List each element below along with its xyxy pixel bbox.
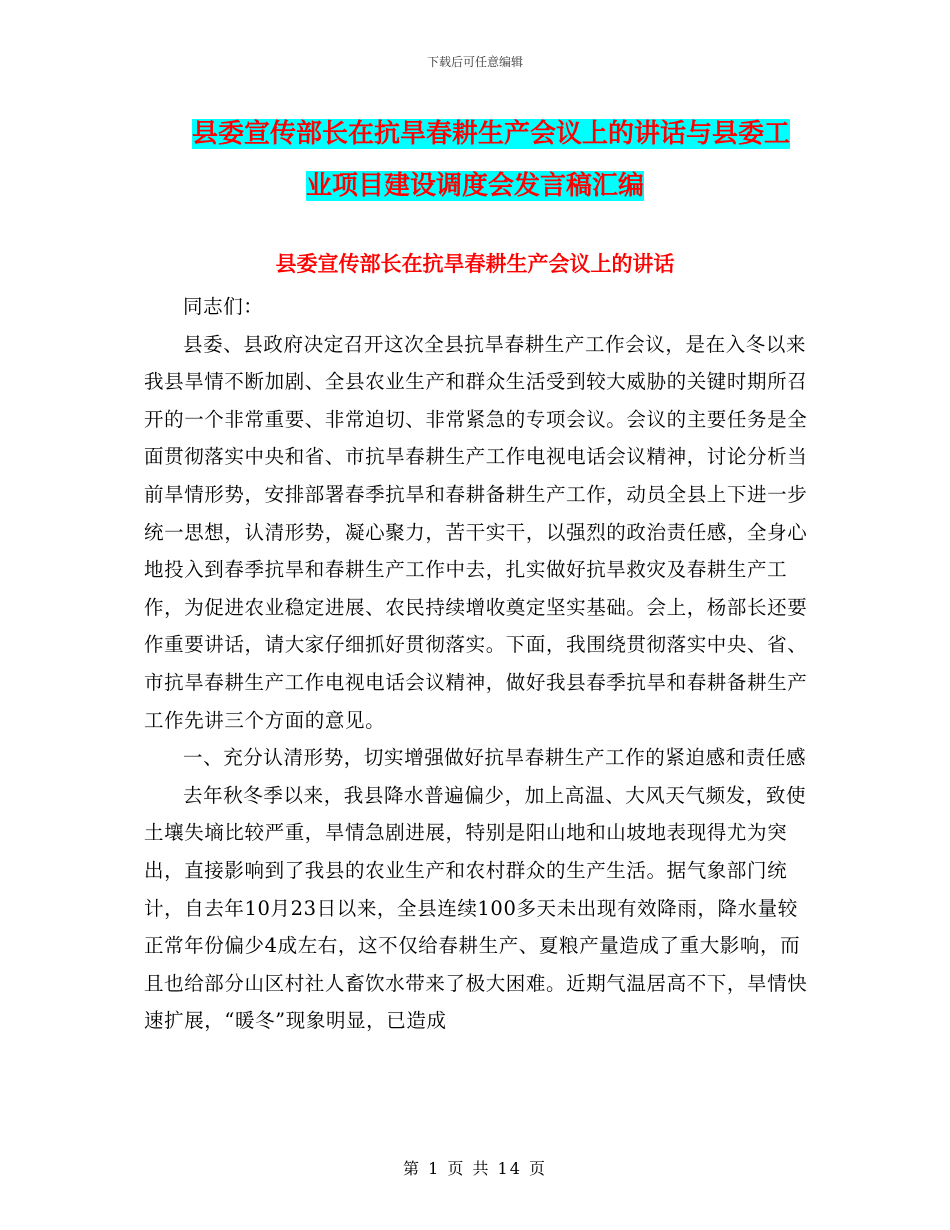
page-footer: 第 1 页 共 14 页 [403,1159,547,1178]
main-title [140,108,820,212]
main-title-line-2: 业项目建设调度会发言稿汇编 [306,171,645,201]
body-paragraph: 去年秋冬季以来，我县降水普遍偏少，加上高温、大风天气频发，致使土壤失墒比较严重，旱情急剧进展，特别是阳山地和山坡地表现得尤为突出，直接影响到了我县的农业生产和农村群众的生产生活。据气象部门统计，自去年10月23日以来，全县连续100多天未出现有效降雨，降水量较正常年份偏少4成左右，这不仅给春耕生产、夏粮产量造成了重大影响，而且也给部分山区村社人畜饮水带来了极大困难。近期气温居高不下，旱情快速扩展，“暖冬”现象明显，已造成 [144,783,808,1033]
main-title-line-1: 县委宣传部长在抗旱春耕生产会议上的讲话与县委工 [192,119,791,149]
header-note: 下载后可任意编辑 [426,55,523,69]
body-text [144,288,809,1040]
salutation-paragraph: 同志们： [183,295,264,318]
section-title: 县委宣传部长在抗旱春耕生产会议上的讲话 [275,251,675,276]
section-heading-paragraph: 一、充分认清形势，切实增强做好抗旱春耕生产工作的紧迫感和责任感 [183,746,807,770]
body-paragraph: 县委、县政府决定召开这次全县抗旱春耕生产工作会议，是在入冬以来我县旱情不断加剧、全县农业生产和群众生活受到较大威胁的关键时期所召开的一个非常重要、非常迫切、非常紧急的专项会议。会议的主要任务是全面贯彻落实中央和省、市抗旱春耕生产工作电视电话会议精神，讨论分析当前旱情形势，安排部署春季抗旱和春耕备耕生产工作，动员全县上下进一步统一思想，认清形势，凝心聚力，苦干实干，以强烈的政治责任感，全身心地投入到春季抗旱和春耕生产工作中去，扎实做好抗旱救灾及春耕生产工作，为促进农业稳定进展、农民持续增收奠定坚实基础。会上，杨部长还要作重要讲话，请大家仔细抓好贯彻落实。下面，我围绕贯彻落实中央、省、市抗旱春耕生产工作电视电话会议精神，做好我县春季抗旱和春耕备耕生产工作先讲三个方面的意见。 [144,332,808,732]
